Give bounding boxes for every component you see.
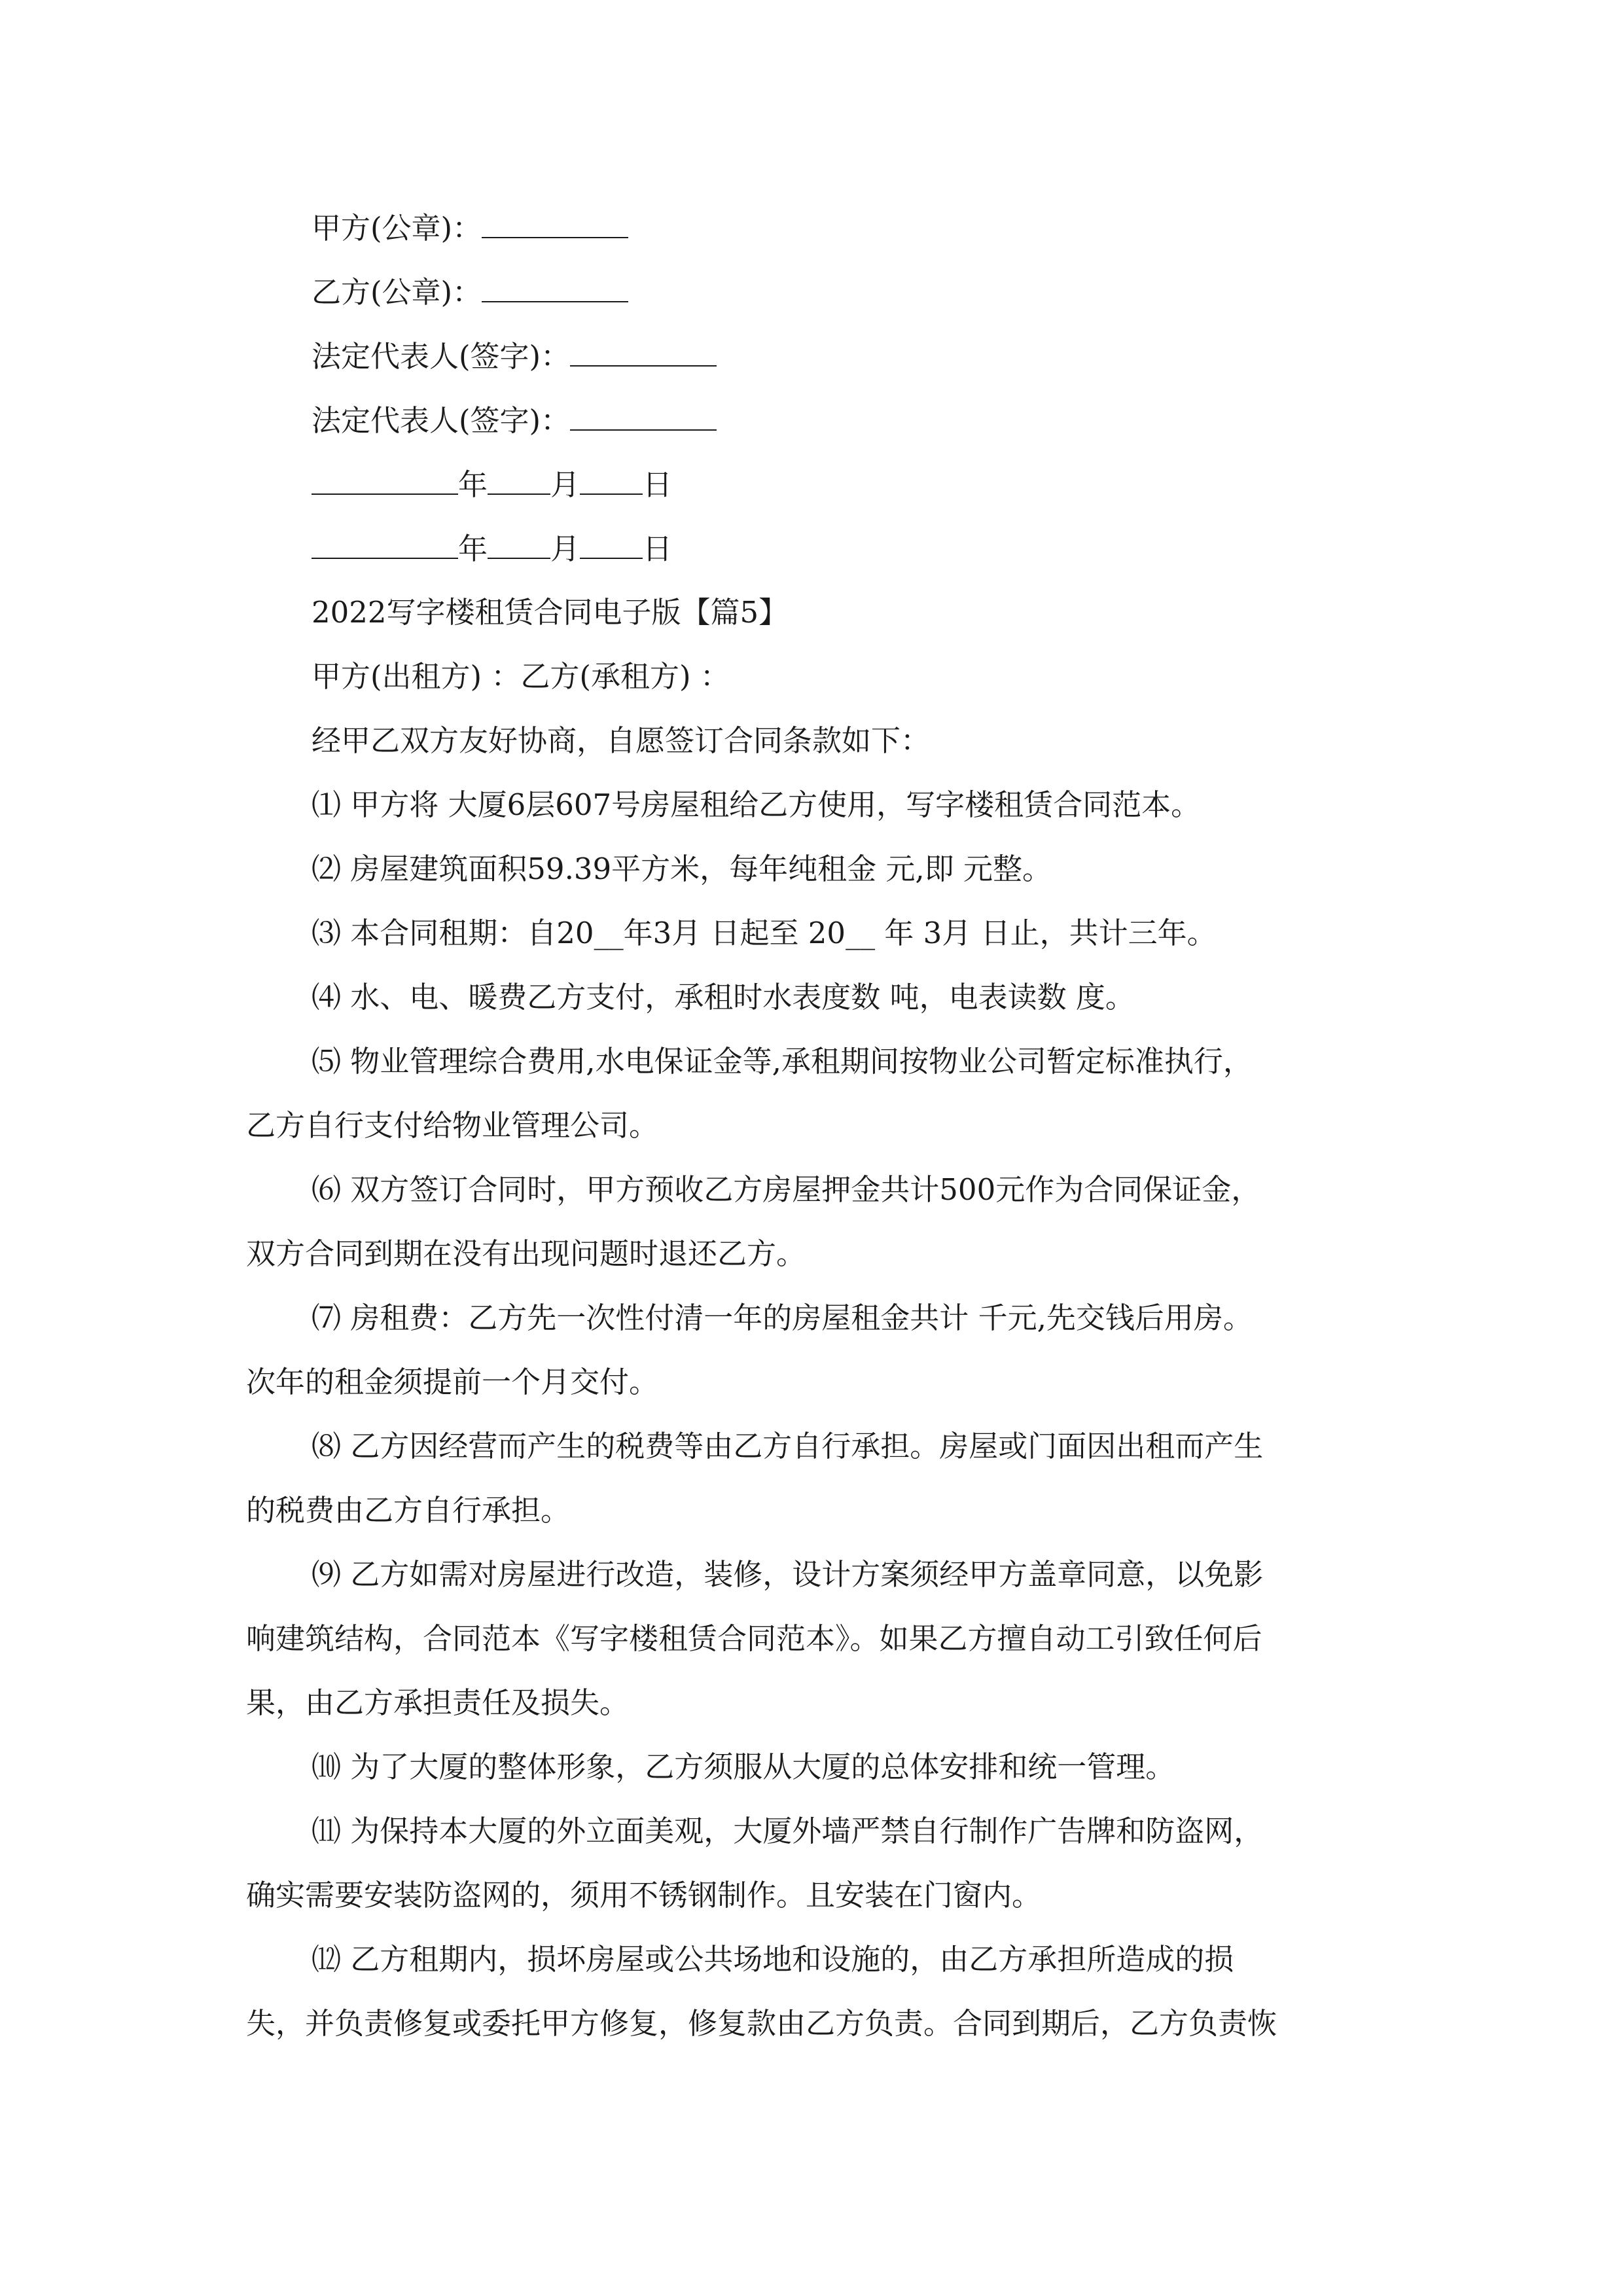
year-label: 年	[458, 467, 488, 502]
clause-line: ⑼ 乙方如需对房屋进行改造，装修，设计方案须经甲方盖章同意，以免影	[312, 1557, 1264, 1592]
clause-line: 失，并负责修复或委托甲方修复，修复款由乙方负责。合同到期后，乙方负责恢	[246, 2006, 1277, 2041]
signature-blank	[482, 208, 628, 238]
clause-line: ⑽ 为了大厦的整体形象，乙方须服从大厦的总体安排和统一管理。	[312, 1749, 1175, 1784]
clause-line: ⑾ 为保持本大厦的外立面美观，大厦外墙严禁自行制作广告牌和防盗网，	[312, 1814, 1264, 1848]
clause-line: ⑷ 水、电、暖费乙方支付，承租时水表度数 吨，电表读数 度。	[312, 980, 1135, 1014]
clause-line: 确实需要安装防盗网的，须用不锈钢制作。且安装在门窗内。	[246, 1878, 1042, 1912]
signature-blank	[570, 336, 717, 367]
date-line-2	[312, 529, 1398, 569]
legal-rep-label-1: 法定代表人(签字)：	[312, 339, 571, 374]
clause-line: 双方合同到期在没有出现问题时退还乙方。	[246, 1236, 806, 1271]
clause-line: ⑴ 甲方将 大厦6层607号房屋租给乙方使用，写字楼租赁合同范本。	[312, 787, 1201, 822]
month-label: 月	[550, 531, 580, 566]
day-blank	[580, 529, 643, 559]
clause-line: ⑶ 本合同租期：自20__年3月 日起至 20__ 年 3月 日止，共计三年。	[312, 916, 1217, 950]
year-label: 年	[458, 531, 488, 566]
year-blank	[312, 529, 458, 559]
day-label: 日	[643, 531, 673, 566]
party-a-seal-line	[312, 208, 1398, 248]
year-blank	[312, 465, 458, 495]
month-blank	[488, 465, 550, 495]
signature-blank	[570, 401, 717, 431]
clause-line: ⑿ 乙方租期内，损坏房屋或公共场地和设施的，由乙方承担所造成的损	[312, 1942, 1234, 1977]
signature-blank	[482, 272, 628, 302]
clause-line: 果，由乙方承担责任及损失。	[246, 1685, 630, 1720]
intro-line: 经甲乙双方友好协商，自愿签订合同条款如下：	[312, 723, 931, 758]
day-blank	[580, 465, 643, 495]
party-b-seal-line	[312, 272, 1398, 312]
legal-rep-line-1	[312, 336, 1398, 376]
clause-line: ⑹ 双方签订合同时，甲方预收乙方房屋押金共计500元作为合同保证金，	[312, 1172, 1261, 1207]
party-a-seal-label: 甲方(公章)：	[312, 211, 482, 245]
clause-line: 乙方自行支付给物业管理公司。	[246, 1108, 659, 1143]
clause-line: 次年的租金须提前一个月交付。	[246, 1365, 659, 1399]
month-blank	[488, 529, 550, 559]
day-label: 日	[643, 467, 673, 502]
clause-line: 的税费由乙方自行承担。	[246, 1493, 571, 1528]
parties-line: 甲方(出租方) ：乙方(承租方) ：	[312, 659, 730, 694]
section-title: 2022写字楼租赁合同电子版【篇5】	[312, 595, 789, 630]
clause-line: ⑵ 房屋建筑面积59.39平方米，每年纯租金 元,即 元整。	[312, 852, 1052, 886]
clause-line: ⑸ 物业管理综合费用,水电保证金等,承租期间按物业公司暂定标准执行，	[312, 1044, 1253, 1079]
legal-rep-label-2: 法定代表人(签字)：	[312, 403, 571, 438]
month-label: 月	[550, 467, 580, 502]
clause-line: 响建筑结构，合同范本《写字楼租赁合同范本》。如果乙方擅自动工引致任何后	[246, 1621, 1262, 1656]
clause-line: ⑻ 乙方因经营而产生的税费等由乙方自行承担。房屋或门面因出租而产生	[312, 1429, 1264, 1463]
legal-rep-line-2	[312, 401, 1398, 440]
date-line-1	[312, 465, 1398, 505]
party-b-seal-label: 乙方(公章)：	[312, 275, 482, 310]
clause-line: ⑺ 房租费：乙方先一次性付清一年的房屋租金共计 千元,先交钱后用房。	[312, 1300, 1253, 1335]
